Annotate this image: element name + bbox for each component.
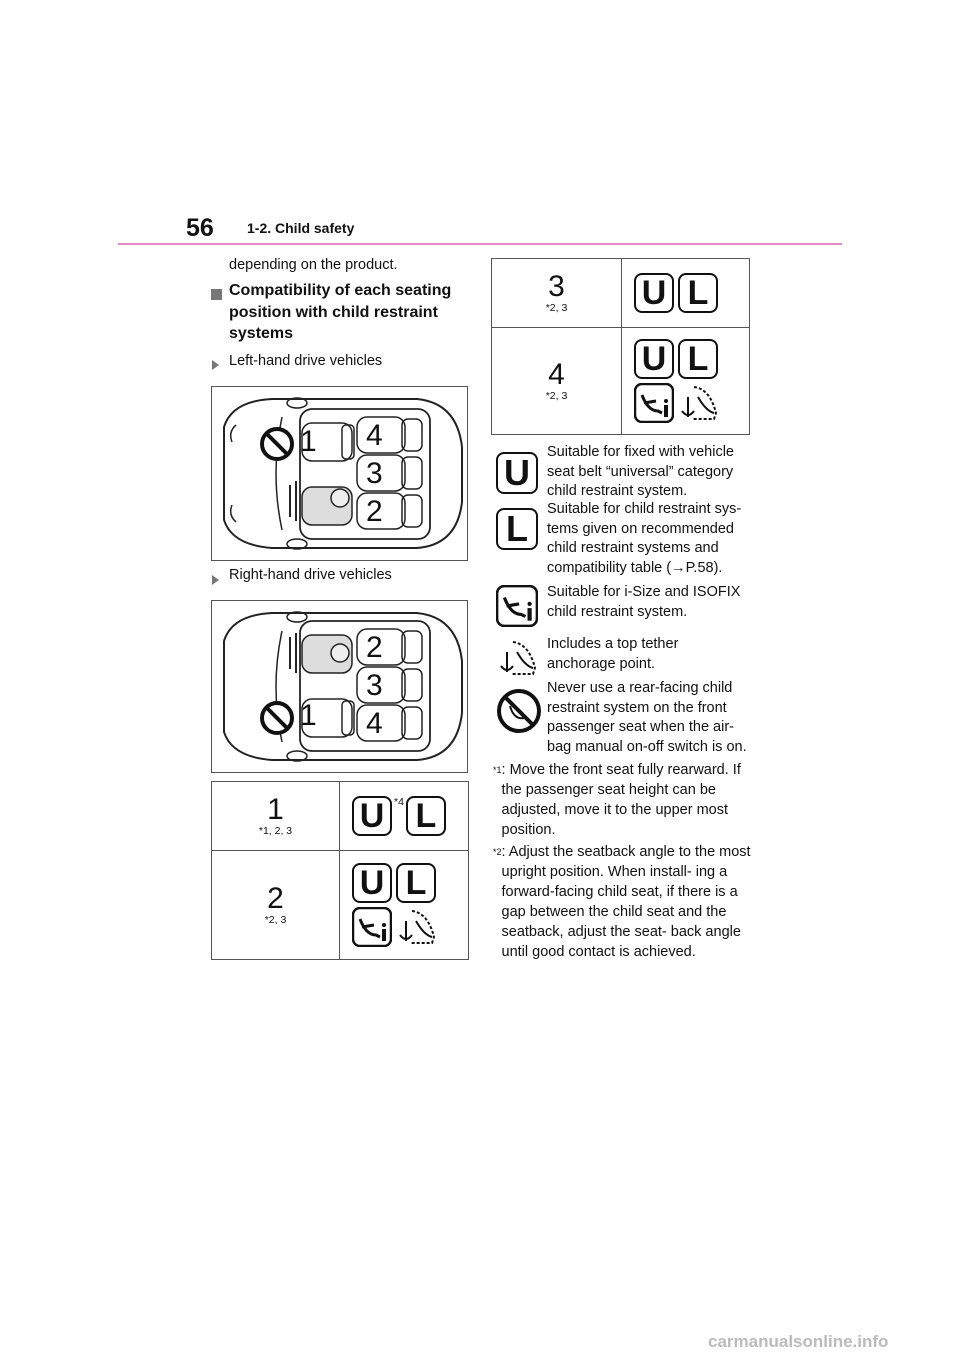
- u-mark-icon: U: [352, 863, 392, 903]
- l-mark-icon: L: [678, 339, 718, 379]
- footnote-2-text: : Adjust the seatback angle to the most upright position. When install- ing a forward-facing child seat, if there is a gap between the child seat and the seatback, adjust the seat- back angle until good contact is achieved.: [501, 844, 751, 960]
- footnote-2: [493, 842, 751, 962]
- isize-isofix-icon: [634, 383, 674, 423]
- legend-l-icon: L: [496, 508, 538, 550]
- compatibility-heading: Compatibility of each seating position with child restraint systems: [229, 282, 452, 342]
- top-tether-icon: [396, 907, 438, 947]
- seat-compat-table-left: [211, 781, 469, 960]
- footnote-1-text: : Move the front seat fully rearward. If the passenger seat height can be adjusted, move it to the upper most position.: [501, 762, 741, 838]
- seat-2-note: *2, 3: [264, 914, 287, 926]
- legend-isize-icon: [496, 585, 538, 627]
- legend-l-text: Suitable for child restraint sys- tems given on recommended child restraint systems and compatibility table (→P.58).: [547, 501, 742, 576]
- seat-4-note: *2, 3: [545, 390, 568, 402]
- footnote-2-mark: *2: [493, 847, 502, 857]
- legend-isize-text: Suitable for i-Size and ISOFIX child restraint system.: [547, 584, 741, 620]
- page-number: 56: [186, 214, 214, 242]
- u-mark-icon: U: [352, 796, 392, 836]
- rhd-label: Right-hand drive vehicles: [229, 567, 392, 583]
- header-rule: [118, 243, 842, 245]
- rhd-seat-1-label: 1: [300, 699, 317, 732]
- rhd-arrow-icon: [212, 572, 219, 590]
- rhd-car-diagram: [211, 600, 468, 773]
- seat-4-cell: [492, 327, 622, 434]
- seat-3-cell: [492, 259, 622, 327]
- legend-tether-text: Includes a top tether anchorage point.: [547, 636, 679, 672]
- watermark: carmanualsonline.info: [708, 1332, 889, 1351]
- lhd-seat-3-label: 3: [366, 457, 383, 490]
- legend-u-icon: U: [496, 452, 538, 494]
- heading-bullet: [211, 287, 222, 305]
- seat-4-marks: [622, 327, 749, 434]
- l-mark-icon: L: [396, 863, 436, 903]
- u-mark-icon: U: [634, 273, 674, 313]
- legend-prohibited-icon: [496, 688, 542, 734]
- rhd-seat-3-label: 3: [366, 669, 383, 702]
- intro-text: depending on the product.: [229, 257, 398, 273]
- seat-3-marks: [622, 259, 749, 327]
- rhd-seat-2-label: 2: [366, 631, 383, 664]
- lhd-arrow-icon: [212, 357, 219, 375]
- seat-1-number: 1: [267, 793, 284, 826]
- seat-4-number: 4: [548, 358, 565, 391]
- seat-3-number: 3: [548, 270, 565, 303]
- seat-1-marks: [340, 782, 468, 850]
- seat-1-mark-note: *4: [394, 796, 404, 808]
- seat-2-marks: [340, 850, 468, 959]
- legend-tether-icon: [496, 638, 540, 678]
- legend-never-text: Never use a rear-facing child restraint system on the front passenger seat when the air- bag manual on-off switch is on.: [547, 680, 747, 755]
- u-mark-icon: U: [634, 339, 674, 379]
- top-tether-icon: [678, 383, 720, 423]
- seat-1-cell: [212, 782, 340, 850]
- seat-1-note: *1, 2, 3: [258, 825, 293, 837]
- seat-3-note: *2, 3: [545, 302, 568, 314]
- seat-2-number: 2: [267, 882, 284, 915]
- seat-2-cell: [212, 850, 340, 959]
- l-mark-icon: L: [406, 796, 446, 836]
- l-mark-icon: L: [678, 273, 718, 313]
- legend-u-text: Suitable for fixed with vehicle seat belt “universal” category child restraint system.: [547, 444, 734, 499]
- rhd-seat-4-label: 4: [366, 707, 383, 740]
- seat-compat-table-right: [491, 258, 750, 435]
- section-title: 1-2. Child safety: [247, 220, 355, 236]
- isize-isofix-icon: [352, 907, 392, 947]
- lhd-label: Left-hand drive vehicles: [229, 353, 383, 369]
- lhd-seat-1-label: 1: [300, 425, 317, 458]
- lhd-seat-4-label: 4: [366, 419, 383, 452]
- lhd-seat-2-label: 2: [366, 495, 383, 528]
- footnote-1-mark: *1: [493, 765, 502, 775]
- footnote-1: [493, 760, 751, 840]
- lhd-car-diagram: [211, 386, 468, 561]
